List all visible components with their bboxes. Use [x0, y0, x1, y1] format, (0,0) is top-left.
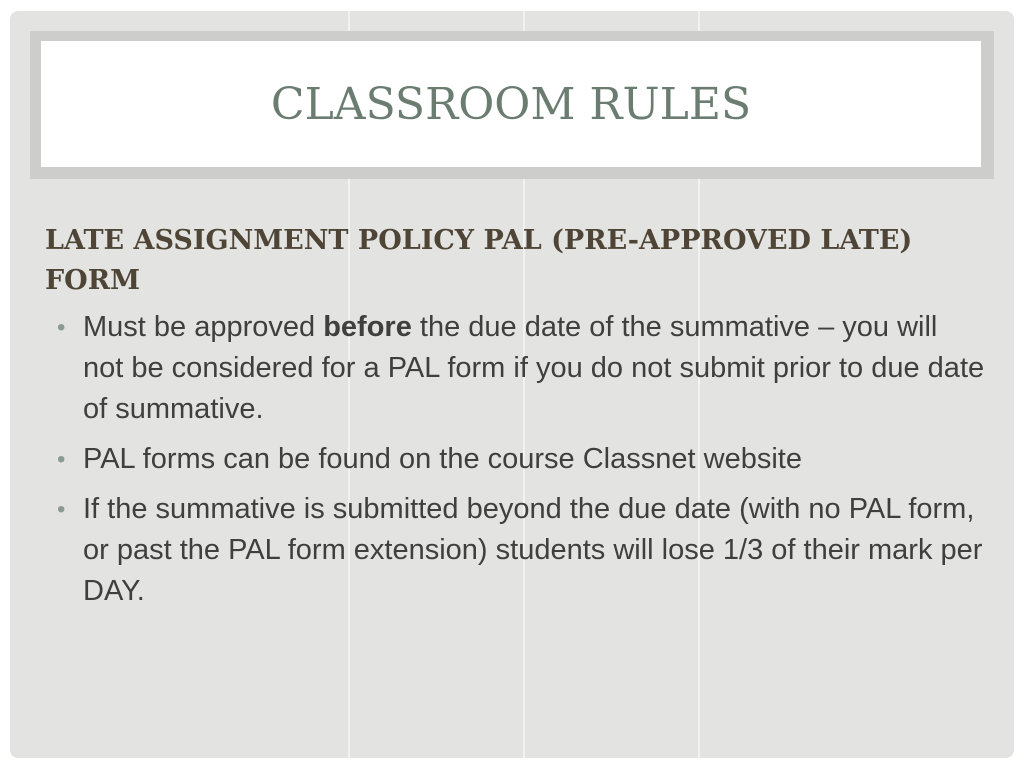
title-frame: [30, 31, 994, 179]
slide-content: [45, 221, 985, 621]
bullet-text: Must be approved: [83, 311, 324, 343]
bullet-icon: •: [57, 446, 66, 473]
bullet-list: [45, 307, 985, 612]
bullet-emphasis: before: [323, 311, 412, 343]
bullet-text: If the summative is submitted beyond the due date (with no PAL form, or past the PAL form extension) students will lose 1/3 of their mark per DAY.: [83, 493, 983, 607]
slide-title: CLASSROOM RULES: [270, 78, 752, 130]
section-heading: LATE ASSIGNMENT POLICY PAL (PRE-APPROVED LATE) FORM: [45, 225, 913, 296]
bullet-icon: •: [57, 314, 66, 341]
bullet-item: [45, 307, 985, 430]
slide: [10, 11, 1014, 758]
bullet-item: [45, 489, 985, 612]
bullet-text: PAL forms can be found on the course Classnet website: [83, 443, 802, 475]
bullet-text: the due date of the summative – you will not be considered for a PAL form if you do not submit prior to due date of summative.: [83, 311, 985, 425]
bullet-item: [45, 439, 985, 480]
bullet-icon: •: [57, 496, 66, 523]
title-box: [41, 41, 981, 167]
